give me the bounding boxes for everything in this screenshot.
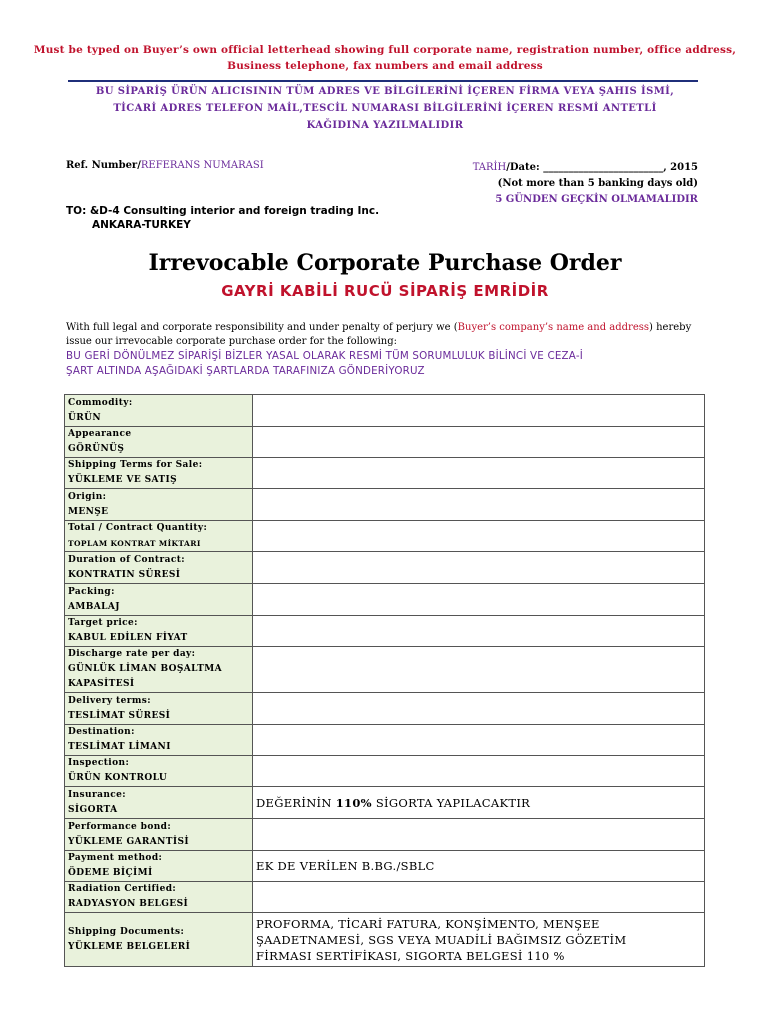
document-title: Irrevocable Corporate Purchase Order [148,250,622,276]
notice-turkish-line-3: KAĞIDINA YAZILMALIDIR [306,120,464,131]
row-label: Performance bond: YÜKLEME GARANTİSİ [65,819,253,851]
letterhead-notice-turkish [0,83,770,134]
row-value-target-price[interactable] [253,616,705,647]
table-row [65,489,705,521]
row-value-payment-method[interactable]: EK DE VERİLEN B.BG./SBLC [253,851,705,882]
table-row [65,521,705,552]
row-label: Insurance: SİGORTA [65,787,253,819]
date-block [430,160,698,208]
row-value-delivery-terms[interactable] [253,693,705,725]
row-label: Target price: KABUL EDİLEN FİYAT [65,616,253,647]
row-value-quantity[interactable] [253,521,705,552]
row-value-inspection[interactable] [253,756,705,787]
date-label-tr: TARİH [472,162,507,173]
row-label: Shipping Terms for Sale: YÜKLEME VE SATIŞ [65,458,253,489]
intro-turkish-line-1: BU GERİ DÖNÜLMEZ SİPARİŞİ BİZLER YASAL OLARAK RESMİ TÜM SORUMLULUK BİLİNCİ VE CEZA-İ [66,350,583,362]
notice-turkish-line-2: TİCARİ ADRES TELEFON MAİL,TESCİL NUMARASI BİLGİLERİNİ İÇEREN RESMİ ANTETLİ [113,103,657,114]
table-row [65,725,705,756]
intro-paragraph [66,321,706,349]
recipient-address [66,204,379,232]
row-label: Inspection: ÜRÜN KONTROLU [65,756,253,787]
recipient-line-2: ANKARA-TURKEY [92,219,191,231]
date-note-tr: 5 GÜNDEN GEÇKİN OLMAMALIDIR [495,194,698,205]
date-note-en: (Not more than 5 banking days old) [497,178,698,189]
row-value-duration[interactable] [253,552,705,584]
purchase-order-table [64,394,705,967]
row-value-shipping-documents[interactable]: PROFORMA, TİCARİ FATURA, KONŞİMENTO, MENŞEE ŞAADETNAMESİ, SGS VEYA MUADİLİ BAĞIMSIZ GÖZETİM FİRMASI SERTİFİKASI, SIGORTA BELGESİ 110 % [253,913,705,967]
date-label-en: /Date: ________________________, 2015 [506,162,698,173]
row-label: Destination: TESLİMAT LİMANI [65,725,253,756]
table-row [65,458,705,489]
table-row [65,427,705,458]
table-row [65,395,705,427]
row-label: Discharge rate per day: GÜNLÜK LİMAN BOŞALTMA KAPASİTESİ [65,647,253,693]
reference-label-tr: REFERANS NUMARASI [140,160,264,171]
row-value-destination[interactable] [253,725,705,756]
row-label: Shipping Documents: YÜKLEME BELGELERİ [65,913,253,967]
table-row [65,647,705,693]
table-row [65,882,705,913]
notice-english-line-2: Business telephone, fax numbers and email address [227,60,543,72]
table-row [65,756,705,787]
row-label: Origin: MENŞE [65,489,253,521]
row-value-appearance[interactable] [253,427,705,458]
table-row [65,693,705,725]
row-label: Packing: AMBALAJ [65,584,253,616]
row-value-commodity[interactable] [253,395,705,427]
row-label: Duration of Contract: KONTRATIN SÜRESİ [65,552,253,584]
row-label: Payment method: ÖDEME BİÇİMİ [65,851,253,882]
row-value-discharge-rate[interactable] [253,647,705,693]
notice-english-line-1: Must be typed on Buyer’s own official letterhead showing full corporate name, registration number, office address, [33,44,737,56]
row-label: Total / Contract Quantity: TOPLAM KONTRAT MİKTARI [65,521,253,552]
intro-highlight: Buyer’s company’s name and address [457,322,650,333]
row-label: Delivery terms: TESLİMAT SÜRESİ [65,693,253,725]
table-row [65,787,705,819]
reference-number [66,160,264,171]
row-value-origin[interactable] [253,489,705,521]
row-label: Radiation Certified: RADYASYON BELGESİ [65,882,253,913]
table-row [65,819,705,851]
table-row [65,616,705,647]
intro-part-1: With full legal and corporate responsibility and under penalty of perjury we ( [66,322,458,333]
table-row [65,913,705,967]
intro-paragraph-turkish [66,349,706,379]
intro-part-2: ) hereby issue our irrevocable corporate purchase order for the following: [66,322,692,347]
recipient-line-1: TO: &D-4 Consulting interior and foreign trading Inc. [66,205,380,217]
header-divider [68,80,698,82]
row-value-shipping-terms[interactable] [253,458,705,489]
table-row [65,851,705,882]
document-subtitle: GAYRİ KABİLİ RUCÜ SİPARİŞ EMRİDİR [221,282,549,300]
row-value-insurance[interactable]: DEĞERİNİN 110% SİGORTA YAPILACAKTIR [253,787,705,819]
intro-turkish-line-2: ŞART ALTINDA AŞAĞIDAKİ ŞARTLARDA TARAFINIZA GÖNDERİYORUZ [66,365,425,377]
table-row [65,552,705,584]
row-value-performance-bond[interactable] [253,819,705,851]
row-value-radiation-certified[interactable] [253,882,705,913]
row-label: Appearance GÖRÜNÜŞ [65,427,253,458]
row-label: Commodity: ÜRÜN [65,395,253,427]
table-row [65,584,705,616]
notice-turkish-line-1: BU SİPARİŞ ÜRÜN ALICISININ TÜM ADRES VE BİLGİLERİNİ İÇEREN FİRMA VEYA ŞAHIS İSMİ, [95,86,675,97]
row-value-packing[interactable] [253,584,705,616]
letterhead-notice-english [0,42,770,74]
reference-label-en: Ref. Number/ [66,160,141,171]
date-field[interactable] [430,160,698,176]
